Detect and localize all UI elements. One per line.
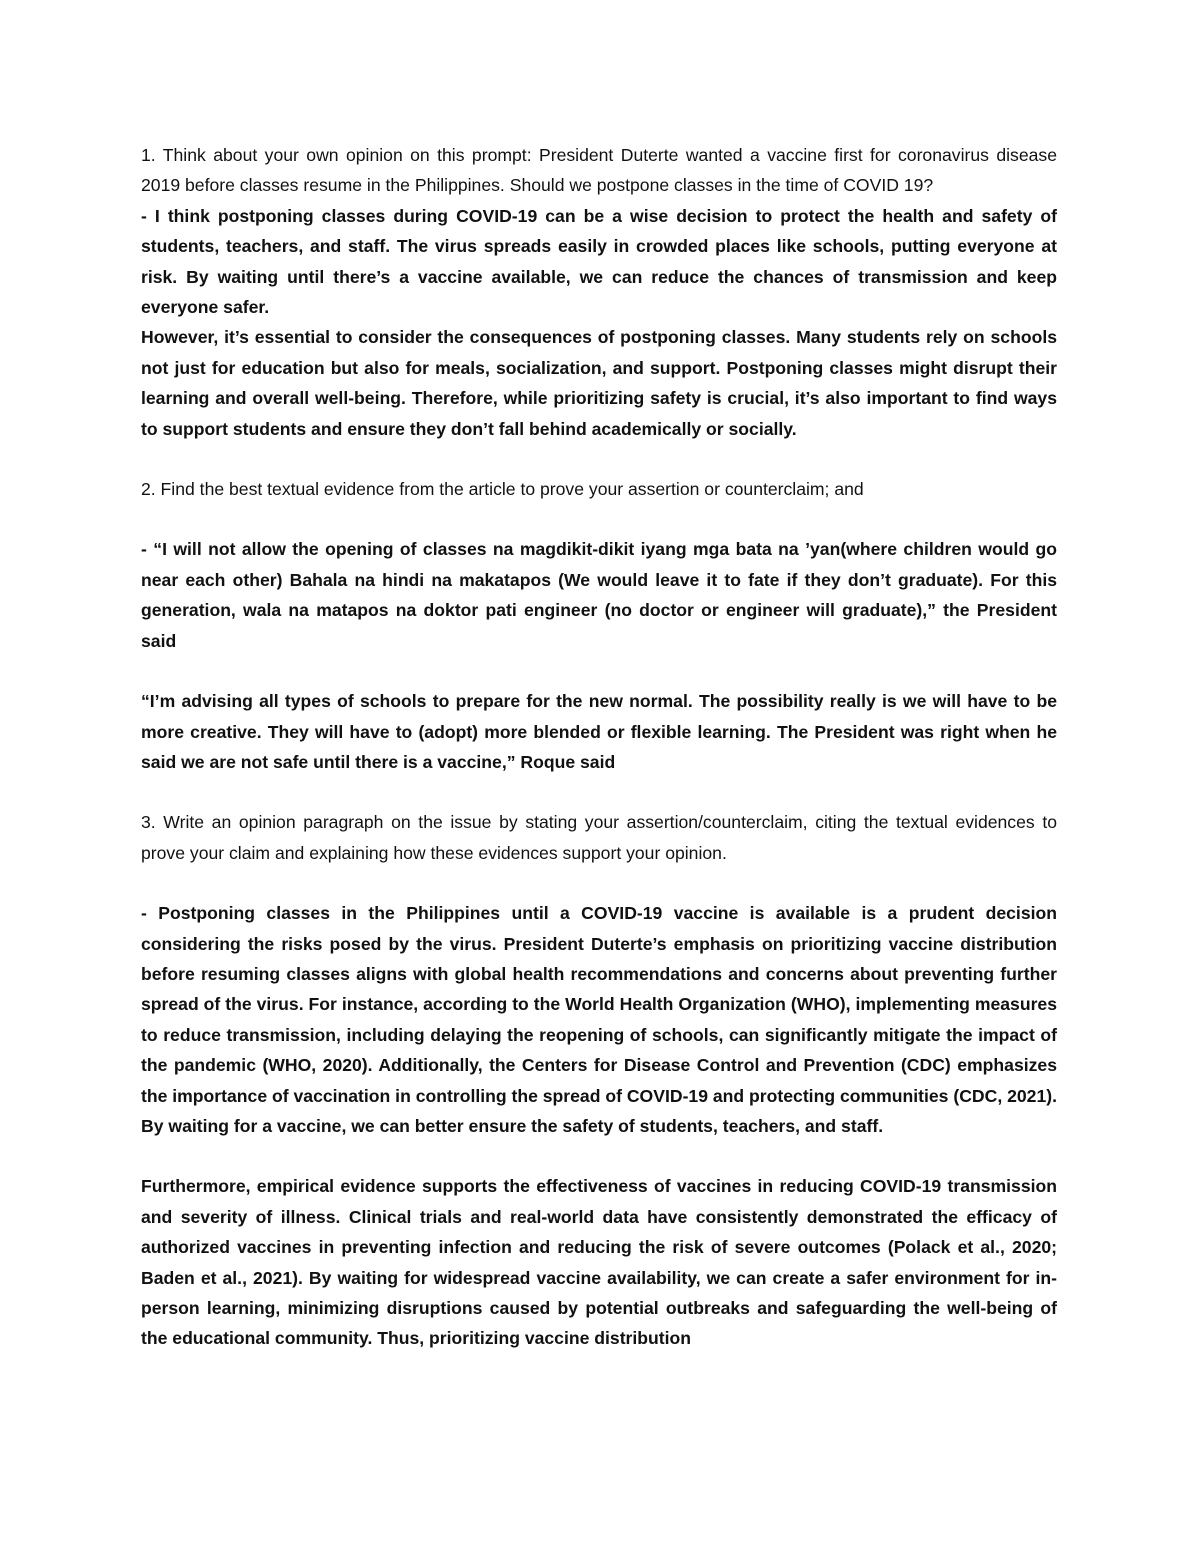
answer-1-paragraph-1: - I think postponing classes during COVID-19 can be a wise decision to protect the health and safety of students, teachers, and staff. The virus spreads easily in crowded places like schools, putting everyone at risk. By waiting until there’s a vaccine available, we can reduce the chances of transmission and keep everyone safer. <box>141 205 1057 318</box>
spacer <box>141 868 1057 898</box>
question-1: 1. Think about your own opinion on this prompt: President Duterte wanted a vaccine first for coronavirus disease 2019 before classes resume in the Philippines. Should we postpone classes in the time of COVID 19? <box>141 145 1057 196</box>
answer-1-paragraph-2: However, it’s essential to consider the consequences of postponing classes. Many students rely on schools not just for education but also for meals, socialization, and support. Postponing classes might disrupt their learning and overall well-being. Therefore, while prioritizing safety is crucial, it’s also important to find ways to support students and ensure they don’t fall behind academically or socially. <box>141 327 1057 439</box>
opinion-paragraph-1: - Postponing classes in the Philippines until a COVID-19 vaccine is available is a prudent decision considering the risks posed by the virus. President Duterte’s emphasis on prioritizing vaccine distribution before resuming classes aligns with global health recommendations and concerns about preventing further spread of the virus. For instance, according to the World Health Organization (WHO), implementing measures to reduce transmission, including delaying the reopening of schools, can significantly mitigate the impact of the pandemic (WHO, 2020). Additionally, the Centers for Disease Control and Prevention (CDC) emphasizes the importance of vaccination in controlling the spread of COVID-19 and protecting communities (CDC, 2021). By waiting for a vaccine, we can better ensure the safety of students, teachers, and staff. <box>141 903 1057 1136</box>
evidence-quote-2: “I’m advising all types of schools to prepare for the new normal. The possibility really is we will have to be more creative. They will have to (adopt) more blended or flexible learning. The President was right when he said we are not safe until there is a vaccine,” Roque said <box>141 691 1057 772</box>
spacer <box>141 444 1057 474</box>
evidence-quote-1: - “I will not allow the opening of classes na magdikit-dikit iyang mga bata na ’yan(where children would go near each other) Bahala na hindi na makatapos (We would leave it to fate if they don’t graduate). For this generation, wala na matapos na doktor pati engineer (no doctor or engineer will graduate),” the President said <box>141 539 1057 651</box>
spacer <box>141 504 1057 534</box>
spacer <box>141 777 1057 807</box>
spacer <box>141 656 1057 686</box>
question-2: 2. Find the best textual evidence from the article to prove your assertion or counterclaim; and <box>141 479 864 500</box>
opinion-paragraph-2: Furthermore, empirical evidence supports the effectiveness of vaccines in reducing COVID-19 transmission and severity of illness. Clinical trials and real-world data have consistently demonstrated the efficacy of authorized vaccines in preventing infection and reducing the risk of severe outcomes (Polack et al., 2020; Baden et al., 2021). By waiting for widespread vaccine availability, we can create a safer environment for in-person learning, minimizing disruptions caused by potential outbreaks and safeguarding the well-being of the educational community. Thus, prioritizing vaccine distribution <box>141 1176 1057 1349</box>
question-3: 3. Write an opinion paragraph on the issue by stating your assertion/counterclaim, citing the textual evidences to prove your claim and explaining how these evidences support your opinion. <box>141 812 1057 863</box>
spacer <box>141 1141 1057 1171</box>
